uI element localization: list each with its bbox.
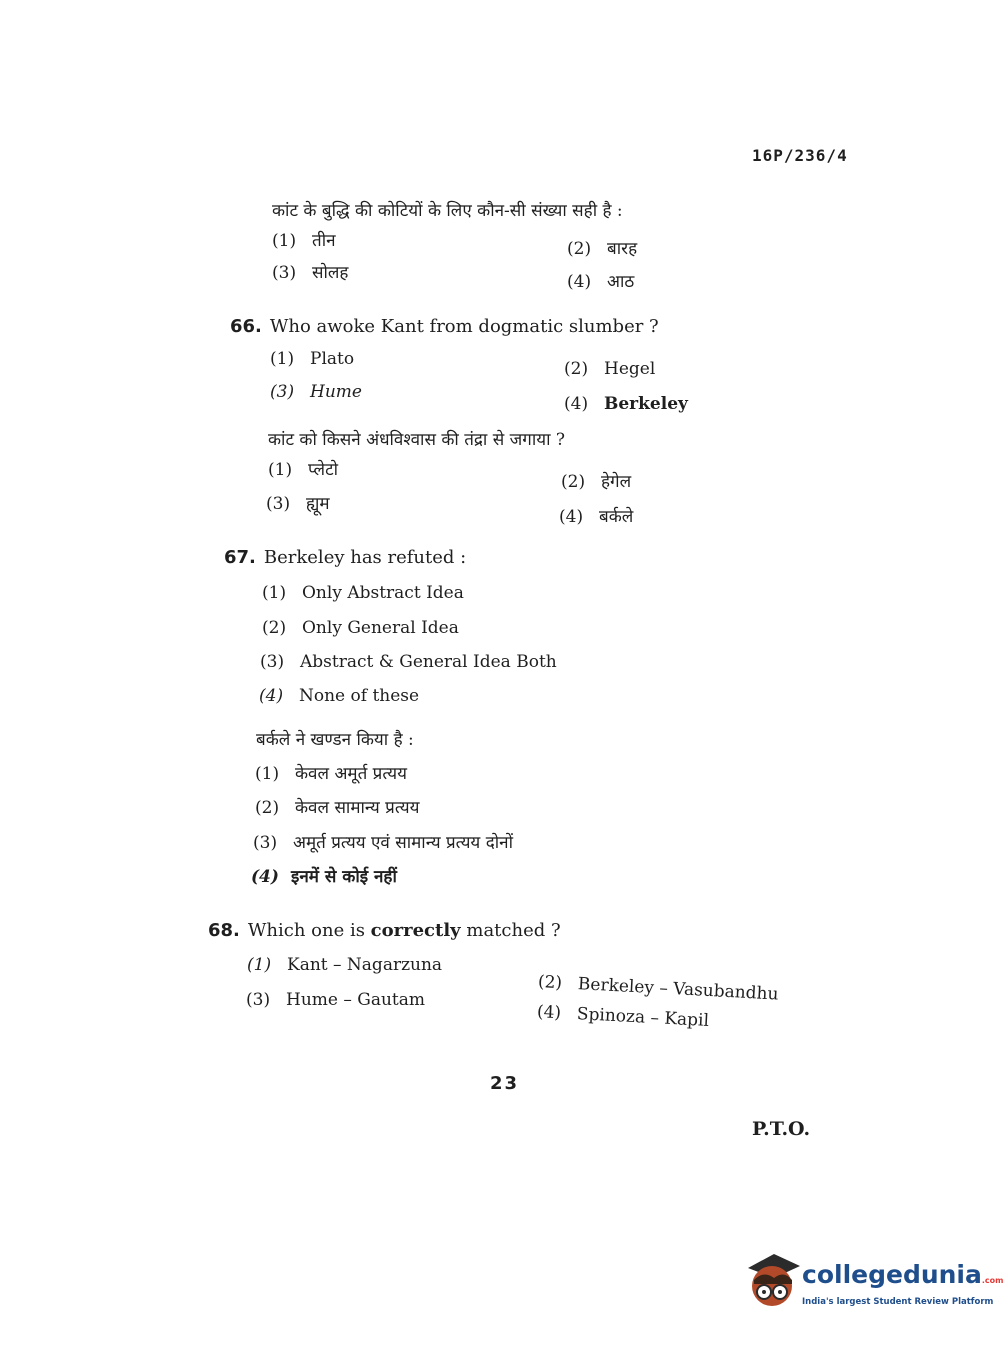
mascot-logo-icon	[744, 1250, 800, 1310]
option-number: (2)	[255, 798, 280, 818]
option-number: (4)	[251, 867, 279, 887]
q67-hindi-option-2	[255, 795, 420, 818]
question-text: Berkeley has refuted :	[263, 547, 467, 568]
option-number: (3)	[272, 263, 297, 283]
q66-hindi-question: कांट को किसने अंधविश्वास की तंद्रा से जगाया ?	[268, 430, 566, 450]
option-text: Spinoza – Kapil	[576, 1004, 710, 1031]
option-number: (2)	[262, 618, 287, 638]
q66-option-4	[564, 394, 688, 414]
option-number: (2)	[567, 239, 592, 259]
option-number: (3)	[270, 382, 295, 402]
option-text: तीन	[312, 231, 336, 251]
option-text: केवल सामान्य प्रत्यय	[295, 798, 420, 818]
q65-hindi-option-1	[272, 228, 336, 251]
option-text: केवल अमूर्त प्रत्यय	[295, 764, 408, 784]
option-number: (1)	[262, 583, 287, 603]
option-text: Hume	[310, 382, 362, 402]
q66-option-1	[270, 349, 354, 369]
page-number: 23	[490, 1073, 520, 1094]
q68-option-2	[537, 972, 778, 1005]
option-text: Plato	[310, 349, 355, 369]
option-text: Berkeley – Vasubandhu	[577, 974, 779, 1005]
option-text: ह्यूम	[306, 494, 330, 514]
option-text: None of these	[299, 686, 420, 706]
q67-option-4	[259, 686, 419, 706]
option-text: Only General Idea	[302, 618, 459, 638]
option-text: बर्कले	[599, 507, 634, 527]
q67-option-1	[262, 583, 464, 603]
q67-option-3	[260, 652, 557, 672]
option-text: Hegel	[604, 359, 656, 379]
option-number: (3)	[260, 652, 285, 672]
option-text: हेगेल	[601, 472, 632, 492]
option-number: (1)	[270, 349, 295, 369]
question-number: 67.	[224, 547, 256, 568]
q66-question	[230, 316, 659, 337]
option-number: (1)	[272, 231, 297, 251]
option-number: (1)	[268, 460, 293, 480]
q65-hindi-option-2	[567, 236, 637, 259]
option-text: बारह	[607, 239, 638, 259]
brand-name	[802, 1260, 1004, 1289]
question-text: Who awoke Kant from dogmatic slumber ?	[269, 316, 659, 337]
option-number: (4)	[259, 686, 284, 706]
option-number: (4)	[564, 394, 589, 414]
option-number: (4)	[559, 507, 584, 527]
question-text-pre: Which one is	[247, 920, 365, 941]
option-number: (3)	[246, 990, 271, 1010]
q66-hindi-option-1	[268, 457, 338, 480]
option-number: (1)	[255, 764, 280, 784]
option-text: आठ	[607, 272, 635, 292]
option-text: इनमें से कोई नहीं	[291, 867, 397, 887]
q65-hindi-option-3	[272, 260, 348, 283]
option-text: अमूर्त प्रत्यय एवं सामान्य प्रत्यय दोनों	[293, 833, 513, 853]
q67-hindi-option-3	[253, 830, 513, 853]
option-number: (3)	[266, 494, 291, 514]
option-text: सोलह	[312, 263, 349, 283]
option-number: (1)	[247, 955, 272, 975]
brand-text: collegedunia	[802, 1260, 982, 1289]
q66-hindi-option-4	[559, 504, 633, 527]
option-number: (4)	[536, 1002, 562, 1024]
q68-option-1	[247, 955, 442, 975]
q67-hindi-option-4	[251, 864, 397, 887]
q68-question	[208, 920, 561, 941]
option-number: (2)	[537, 972, 563, 994]
paper-code: 16P/236/4	[752, 146, 848, 165]
question-number: 68.	[208, 920, 240, 941]
option-number: (3)	[253, 833, 278, 853]
option-text: Abstract & General Idea Both	[300, 652, 557, 672]
option-number: (2)	[561, 472, 586, 492]
option-text: Hume – Gautam	[286, 990, 426, 1010]
option-number: (4)	[567, 272, 592, 292]
q66-hindi-option-3	[266, 491, 330, 514]
q67-option-2	[262, 618, 459, 638]
option-text: Only Abstract Idea	[302, 583, 464, 603]
option-text: Berkeley	[604, 394, 688, 414]
brand-suffix: .com	[981, 1276, 1004, 1285]
q65-hindi-question: कांट के बुद्धि की कोटियों के लिए कौन-सी संख्या सही है :	[272, 201, 623, 221]
question-number: 66.	[230, 316, 262, 337]
q66-option-2	[564, 359, 655, 379]
pto-label: P.T.O.	[752, 1118, 811, 1140]
q68-option-3	[246, 990, 425, 1010]
collegedunia-watermark	[744, 1250, 1004, 1312]
q68-option-4	[536, 1002, 709, 1031]
option-text: Kant – Nagarzuna	[287, 955, 443, 975]
q66-hindi-option-2	[561, 469, 631, 492]
question-text-emphasis: correctly	[370, 920, 461, 941]
q67-hindi-question: बर्कले ने खण्डन किया है :	[256, 730, 414, 750]
brand-tagline: India's largest Student Review Platform	[802, 1297, 994, 1307]
q67-hindi-option-1	[255, 761, 407, 784]
option-number: (2)	[564, 359, 589, 379]
q65-hindi-option-4	[567, 269, 634, 292]
option-text: प्लेटो	[308, 460, 339, 480]
q66-option-3	[270, 382, 362, 402]
question-text-post: matched ?	[466, 920, 561, 941]
q67-question	[224, 547, 466, 568]
